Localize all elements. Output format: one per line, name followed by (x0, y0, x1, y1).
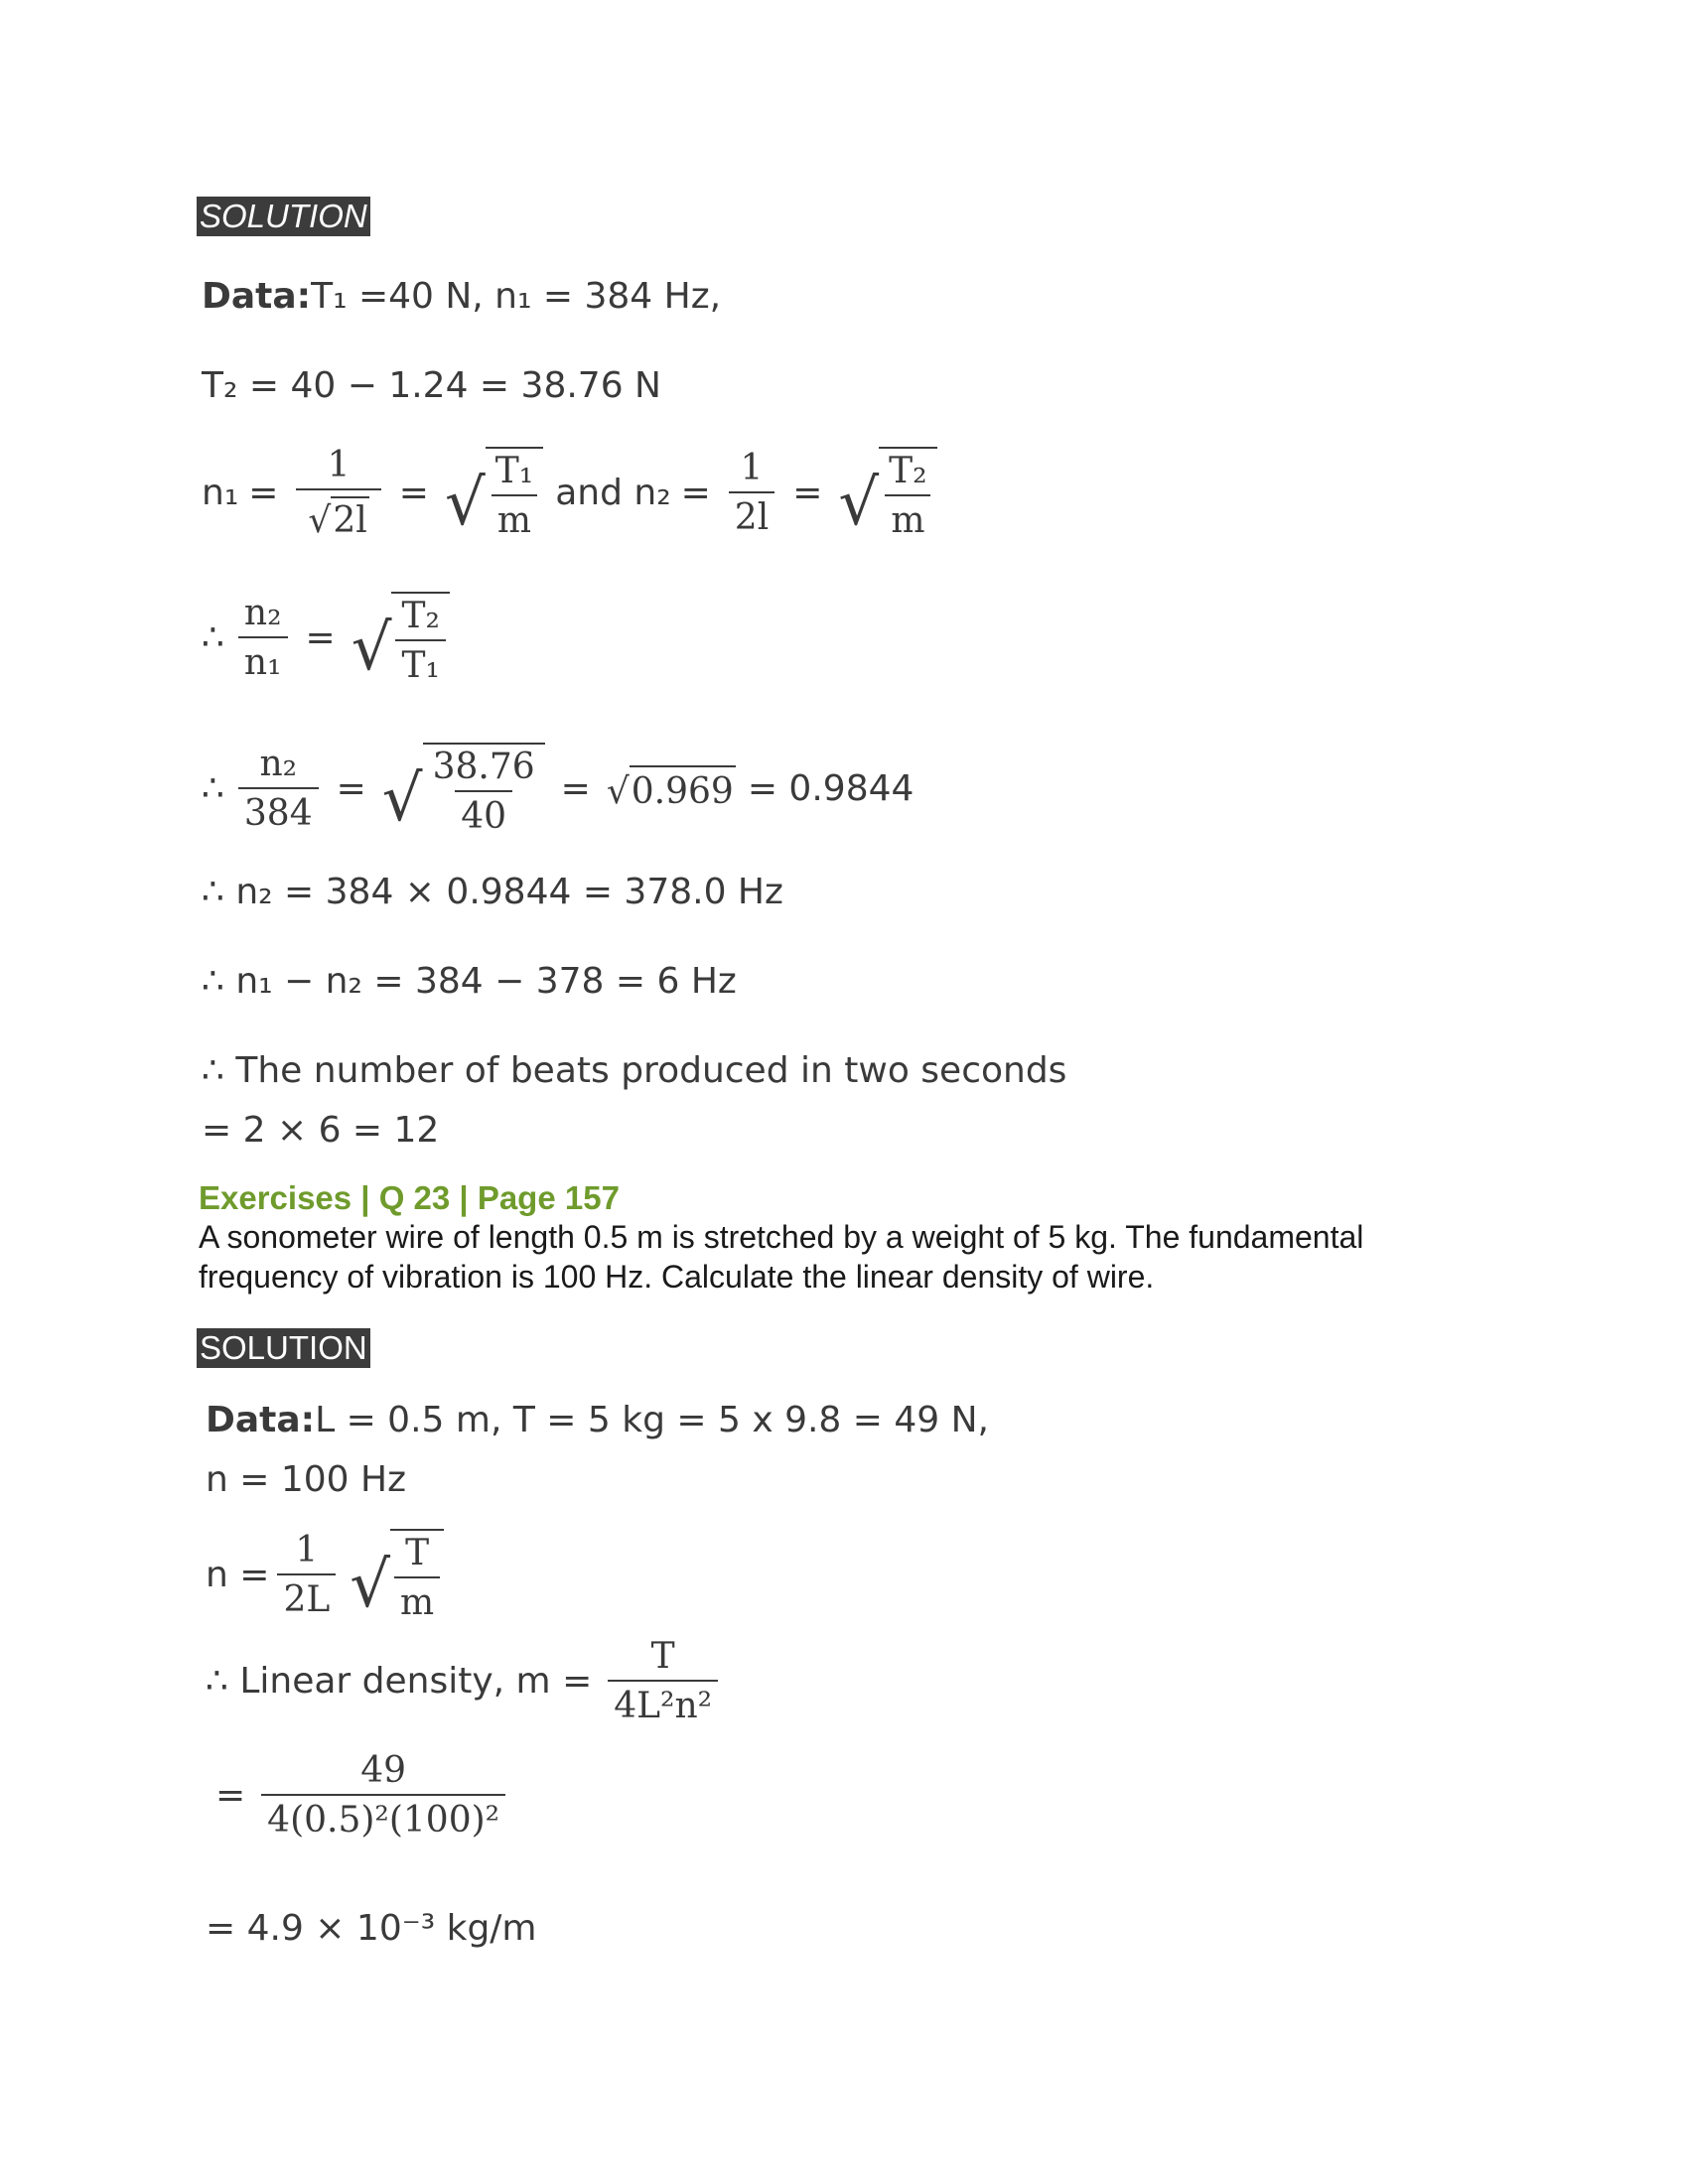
calc-formula: ∴ $\frac{\text{n₂}}{384}$ = √ $\frac{38.76}{40}$ = √ 0.969 = 0.9844 (202, 744, 914, 837)
fraction-n2-over-n1: $\frac{\text{n₂}}{\text{n₁}}$ (238, 595, 288, 682)
n2-result-line: ∴ n₂ = 384 × 0.9844 = 378.0 Hz (202, 872, 783, 912)
sqrt-ratio: √ $\frac{38.76}{40}$ (382, 743, 545, 836)
substitution-formula: = $\frac{49}{\text{4(0.5)²(100)²}}$ (215, 1752, 513, 1840)
and-n2: and n₂ (555, 473, 671, 514)
density-formula: ∴ Linear density, m = $\frac{T}{\text{4L²n²}}$ (206, 1638, 726, 1725)
ratio-formula: ∴ $\frac{\text{n₂}}{\text{n₁}}$ = √ $\frac{\text{T₂}}{\text{T₁}}$ (202, 592, 456, 685)
sqrt-0969: √ 0.969 (607, 765, 736, 812)
fraction-one-over-2L: $\frac{1}{2L}$ (277, 1532, 336, 1619)
data-values: T₁ =40 N, n₁ = 384 Hz, (311, 276, 722, 317)
beats-result: = 2 × 6 = 12 (202, 1110, 440, 1151)
t2-line: T₂ = 40 − 1.24 = 38.76 N (202, 365, 661, 406)
fraction-one-over-2l: $\frac{1}{2l}$ (729, 450, 774, 537)
final-result: = 4.9 × 10⁻³ kg/m (206, 1908, 537, 1949)
sqrt-t2-over-m: √ $\frac{\text{T₂}}{m}$ (838, 447, 936, 540)
solution-badge: SOLUTION (197, 197, 370, 236)
sqrt-t1-over-m: √ $\frac{\text{T₁}}{m}$ (445, 447, 543, 540)
fraction-T-over-4L2n2: $\frac{T}{\text{4L²n²}}$ (608, 1638, 718, 1725)
frequency-formula: n₁ = 1 √ 2l = √ $\frac{\text{T₁}}{m}$ and n₂ = $\frac{1}{2l}$ = √ $\frac{\text{T₂}}{m}$ (202, 447, 943, 540)
n-line: n = 100 Hz (206, 1459, 406, 1500)
sqrt-T-over-m: √ $\frac{T}{m}$ (350, 1529, 444, 1622)
fraction-one-over-root-2l: 1 √ 2l (296, 447, 380, 540)
beats-line: ∴ The number of beats produced in two seconds (202, 1050, 1067, 1091)
n1-symbol: n₁ (202, 473, 239, 514)
exercise-title: Exercises | Q 23 | Page 157 (199, 1179, 620, 1216)
data-line-2: Data: L = 0.5 m, T = 5 kg = 5 x 9.8 = 49 N, (206, 1400, 989, 1440)
fraction-49-over-expr: $\frac{49}{\text{4(0.5)²(100)²}}$ (261, 1752, 505, 1840)
exercise-question: A sonometer wire of length 0.5 m is stretched by a weight of 5 kg. The fundamental frequency of vibration is 100 Hz. Calculate the linear density of wire. (199, 1219, 1364, 1295)
fraction-n2-over-384: $\frac{\text{n₂}}{384}$ (238, 746, 319, 833)
data-label: Data: (202, 276, 312, 317)
difference-line: ∴ n₁ − n₂ = 384 − 378 = 6 Hz (202, 961, 737, 1002)
solution-badge-2: SOLUTION (197, 1328, 370, 1368)
sqrt-t2-over-t1: √ $\frac{\text{T₂}}{\text{T₁}}$ (352, 592, 450, 685)
data-line (202, 276, 721, 317)
n-formula: n = $\frac{1}{2L}$ √ $\frac{T}{m}$ (206, 1529, 450, 1622)
